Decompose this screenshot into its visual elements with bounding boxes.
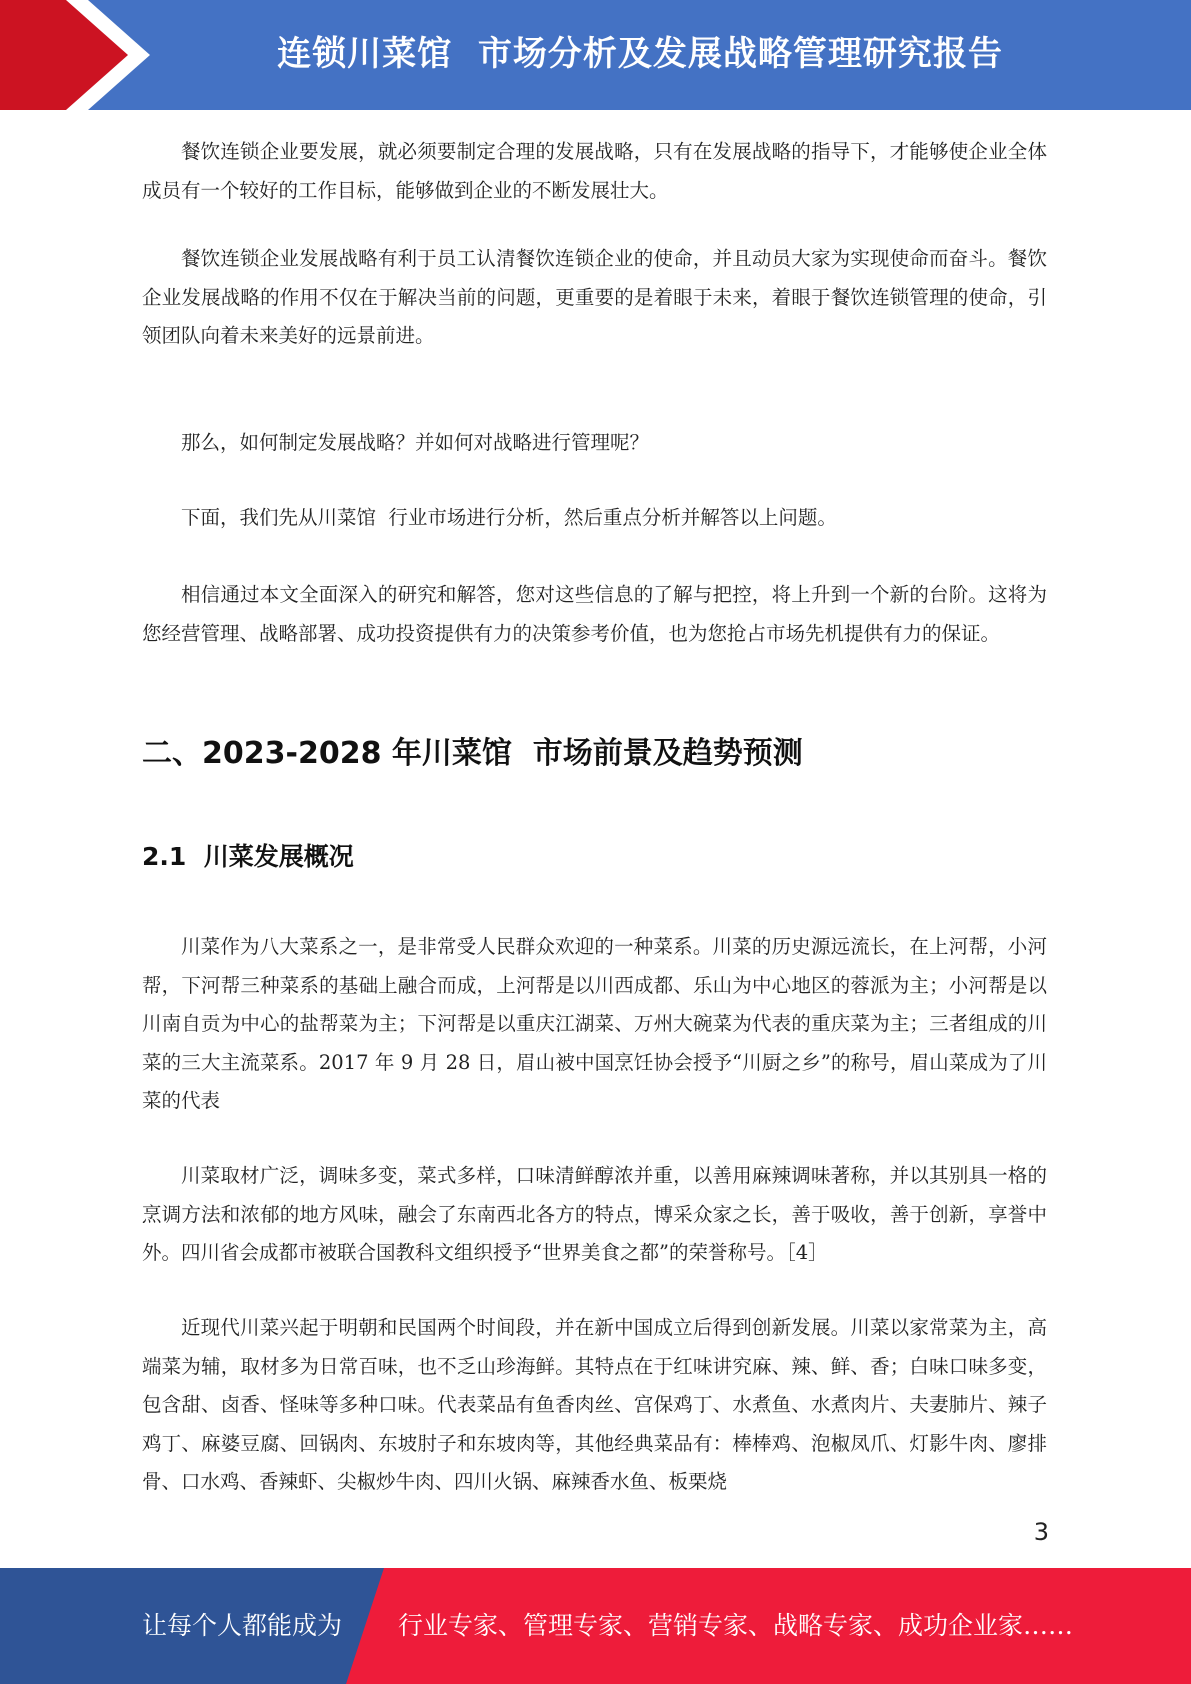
paragraph-sichuan-features: 川菜取材广泛，调味多变，菜式多样，口味清鲜醇浓并重，以善用麻辣调味著称，并以其别具一格的烹调方法和浓郁的地方风味，融会了东南西北各方的特点，博采众家之长，善于吸收，善于创新，享誉中外。四川省会成都市被联合国教科文组织授予“世界美食之都”的荣誉称号。［4］ xyxy=(142,1164,1047,1264)
paragraph-sichuan-history: 川菜作为八大菜系之一，是非常受人民群众欢迎的一种菜系。川菜的历史源远流长，在上河帮，小河帮，下河帮三种菜系的基础上融合而成，上河帮是以川西成都、乐山为中心地区的蓉派为主；小河帮是以川南自贡为中心的盐帮菜为主；下河帮是以重庆江湖菜、万州大碗菜为代表的重庆菜为主；三者组成的川菜的三大主流菜系。2017 年 9 月 28 日，眉山被中国烹饪协会授予“川厨之乡”的称号，眉山菜成为了川菜的代表 xyxy=(142,935,1047,1112)
paragraph-intro-1: 餐饮连锁企业要发展，就必须要制定合理的发展战略，只有在发展战略的指导下，才能够使企业全体成员有一个较好的工作目标，能够做到企业的不断发展壮大。 xyxy=(142,140,1047,202)
paragraph-intro-2: 餐饮连锁企业发展战略有利于员工认清餐饮连锁企业的使命，并且动员大家为实现使命而奋斗。餐饮企业发展战略的作用不仅在于解决当前的问题，更重要的是着眼于未来，着眼于餐饮连锁管理的使命，引领团队向着未来美好的远景前进。 xyxy=(142,247,1047,347)
page-footer xyxy=(0,1568,1191,1684)
page-number: 3 xyxy=(1033,1518,1049,1546)
page-header xyxy=(0,0,1191,110)
section-heading: 二、2023-2028 年川菜馆 市场前景及趋势预测 xyxy=(142,736,803,771)
paragraph-sichuan-modern: 近现代川菜兴起于明朝和民国两个时间段，并在新中国成立后得到创新发展。川菜以家常菜为主，高端菜为辅，取材多为日常百味，也不乏山珍海鲜。其特点在于红味讲究麻、辣、鲜、香；白味口味多变，包含甜、卤香、怪味等多种口味。代表菜品有鱼香肉丝、宫保鸡丁、水煮鱼、水煮肉片、夫妻肺片、辣子鸡丁、麻婆豆腐、回锅肉、东坡肘子和东坡肉等，其他经典菜品有：棒棒鸡、泡椒凤爪、灯影牛肉、廖排骨、口水鸡、香辣虾、尖椒炒牛肉、四川火锅、麻辣香水鱼、板栗烧 xyxy=(142,1316,1047,1493)
footer-slogan-lead: 让每个人都能成为 xyxy=(142,1611,343,1640)
footer-slogan-roles: 行业专家、管理专家、营销专家、战略专家、成功企业家…… xyxy=(398,1611,1074,1640)
paragraph-intro-question: 那么，如何制定发展战略？并如何对战略进行管理呢？ xyxy=(181,431,650,454)
report-title: 连锁川菜馆 市场分析及发展战略管理研究报告 xyxy=(277,34,1003,74)
paragraph-intro-plan: 下面，我们先从川菜馆 行业市场进行分析，然后重点分析并解答以上问题。 xyxy=(181,506,837,529)
paragraph-intro-value: 相信通过本文全面深入的研究和解答，您对这些信息的了解与把控，将上升到一个新的台阶。这将为您经营管理、战略部署、成功投资提供有力的决策参考价值，也为您抢占市场先机提供有力的保证。 xyxy=(142,583,1047,645)
subsection-heading: 2.1 川菜发展概况 xyxy=(142,842,354,871)
